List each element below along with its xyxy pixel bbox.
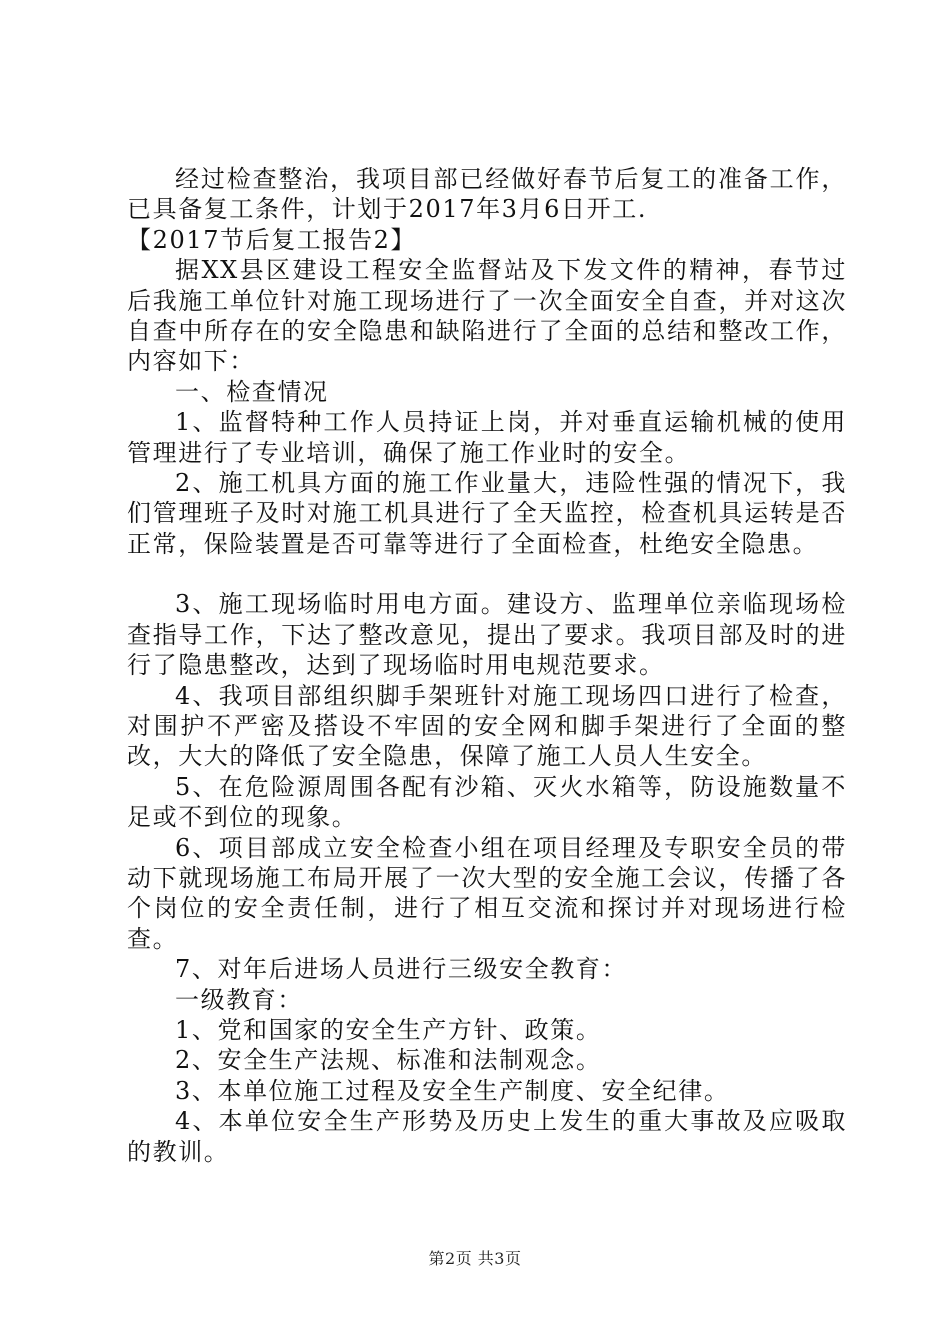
list-item-4: 4、我项目部组织脚手架班针对施工现场四口进行了检查，对围护不严密及搭设不牢固的安全网和脚手架进行了全面的整改，大大的降低了安全隐患，保障了施工人员人生安全。 [127, 681, 847, 771]
list-item-3: 3、施工现场临时用电方面。建设方、监理单位亲临现场检查指导工作，下达了整改意见，提出了要求。我项目部及时的进行了隐患整改，达到了现场临时用电规范要求。 [127, 590, 847, 680]
education-item-4: 4、本单位安全生产形势及历史上发生的重大事故及应吸取的教训。 [127, 1107, 847, 1166]
list-item-7: 7、对年后进场人员进行三级安全教育： [175, 955, 628, 984]
education-item-3: 3、本单位施工过程及安全生产制度、安全纪律。 [175, 1076, 730, 1105]
section-heading-report-2: 【2017节后复工报告2】 [127, 225, 417, 254]
list-item-2: 2、施工机具方面的施工作业量大，违险性强的情况下，我们管理班子及时对施工机具进行了全天监控，检查机具运转是否正常，保险装置是否可靠等进行了全面检查，杜绝安全隐患。 [127, 469, 847, 558]
list-item-5: 5、在危险源周围各配有沙箱、灭火水箱等，防设施数量不足或不到位的现象。 [127, 772, 847, 832]
page-number-footer: 第2页 共3页 [428, 1249, 522, 1268]
education-item-1: 1、党和国家的安全生产方针、政策。 [175, 1015, 602, 1044]
document-body [127, 164, 847, 1167]
section-heading-inspection: 一、检查情况 [175, 377, 329, 406]
paragraph-1: 经过检查整治，我项目部已经做好春节后复工的准备工作，已具备复工条件，计划于2017年3月6日开工. [127, 165, 847, 224]
list-item-6: 6、项目部成立安全检查小组在项目经理及专职安全员的带动下就现场施工布局开展了一次大型的安全施工会议，传播了各个岗位的安全责任制，进行了相互交流和探讨并对现场进行检查。 [127, 833, 847, 953]
education-item-2: 2、安全生产法规、标准和法制观念。 [175, 1046, 602, 1075]
subheading-level-1-education: 一级教育： [175, 985, 303, 1014]
list-item-1: 1、监督特种工作人员持证上岗，并对垂直运输机械的使用管理进行了专业培训，确保了施工作业时的安全。 [127, 408, 847, 467]
paragraph-intro: 据XX县区建设工程安全监督站及下发文件的精神，春节过后我施工单位针对施工现场进行了一次全面安全自查，并对这次自查中所存在的安全隐患和缺陷进行了全面的总结和整改工作，内容如下： [127, 256, 847, 376]
